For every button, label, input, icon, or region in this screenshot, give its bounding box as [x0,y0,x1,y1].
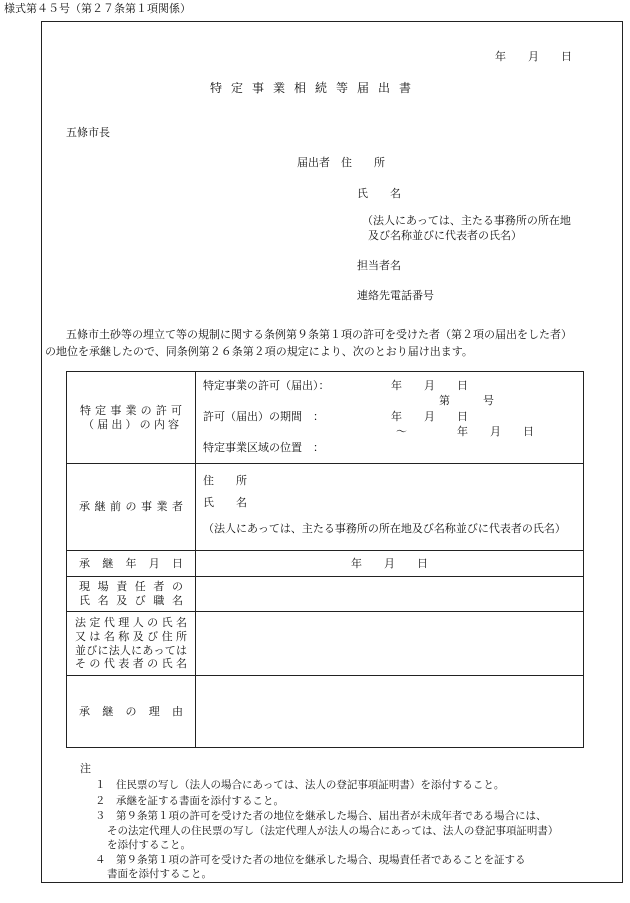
period-to: 年 月 日 [457,425,534,438]
succession-date-label: 承継年月日 [67,551,196,577]
predecessor-note: （法人にあっては、主たる事務所の所在地及び名称並びに代表者の氏名） [203,522,566,535]
submission-date: 年 月 日 [495,50,572,63]
applicant-note-line1: （法人にあっては、主たる事務所の所在地 [362,214,571,227]
predecessor-label: 承継前の事業者 [67,464,196,551]
period-label: 許可（届出）の期間 ： [203,410,324,423]
note-3b: その法定代理人の住民票の写し（法定代理人が法人の場合にあっては、法人の登記事項証明書） [107,825,559,837]
permit-content-label: 特定事業の許可 （届出）の内容 [67,372,196,464]
predecessor-name-label: 氏 名 [203,496,247,509]
succession-reason-label: 承継の理由 [67,676,196,748]
note-3a: ３ 第９条第１項の許可を受けた者の地位を継承した場合、届出者が未成年者である場合には、 [95,810,547,822]
note-4a: ４ 第９条第１項の許可を受けた者の地位を継承した場合、現場責任者であることを証する [95,854,526,866]
permit-content-cell[interactable] [196,372,584,464]
permit-number: 第 号 [439,394,494,407]
applicant-name-label: 氏 名 [357,187,401,200]
note-1: １ 住民票の写し（法人の場合にあっては、法人の登記事項証明書）を添付すること。 [95,779,505,791]
period-tilde: ～ [396,425,407,438]
table-row [67,464,584,551]
phone-label: 連絡先電話番号 [357,289,434,302]
legal-representative-cell[interactable] [196,612,584,676]
table-row [67,676,584,748]
note-3c: を添付すること。 [107,839,191,851]
body-text-line1: 五條市土砂等の埋立て等の規制に関する条例第９条第１項の許可を受けた者（第２項の届出をした者） [66,328,572,341]
permit-label: 特定事業の許可（届出）： [203,379,330,392]
site-manager-label: 現場責任者の 氏名及び職名 [67,577,196,612]
succession-table [66,371,584,748]
permit-date: 年 月 日 [391,379,468,392]
form-id: 様式第４５号（第２７条第１項関係） [4,2,191,15]
addressee: 五條市長 [66,126,110,139]
predecessor-cell[interactable] [196,464,584,551]
table-row [67,372,584,464]
succession-date: 年 月 日 [351,556,428,570]
note-4b: 書面を添付すること。 [107,868,212,880]
succession-reason-cell[interactable] [196,676,584,748]
table-row [67,577,584,612]
site-manager-cell[interactable] [196,577,584,612]
period-from: 年 月 日 [391,410,468,423]
applicant-address-label: 届出者 住 所 [297,156,385,169]
contact-person-label: 担当者名 [357,259,401,272]
legal-representative-label: 法定代理人の氏名 又は名称及び住所 並びに法人にあっては その代表者の氏名 [67,612,196,676]
predecessor-address-label: 住 所 [203,474,247,487]
table-row [67,551,584,577]
body-text-line2: の地位を承継したので、同条例第２６条第２項の規定により、次のとおり届け出ます。 [45,345,473,358]
table-row [67,612,584,676]
form-title: 特定事業相続等届出書 [209,81,420,95]
succession-date-cell[interactable] [196,551,584,577]
applicant-note-line2: 及び名称並びに代表者の氏名） [368,229,522,242]
note-2: ２ 承継を証する書面を添付すること。 [95,795,284,807]
notes-heading: 注 [80,762,91,775]
location-label: 特定事業区域の位置 ： [203,441,324,454]
